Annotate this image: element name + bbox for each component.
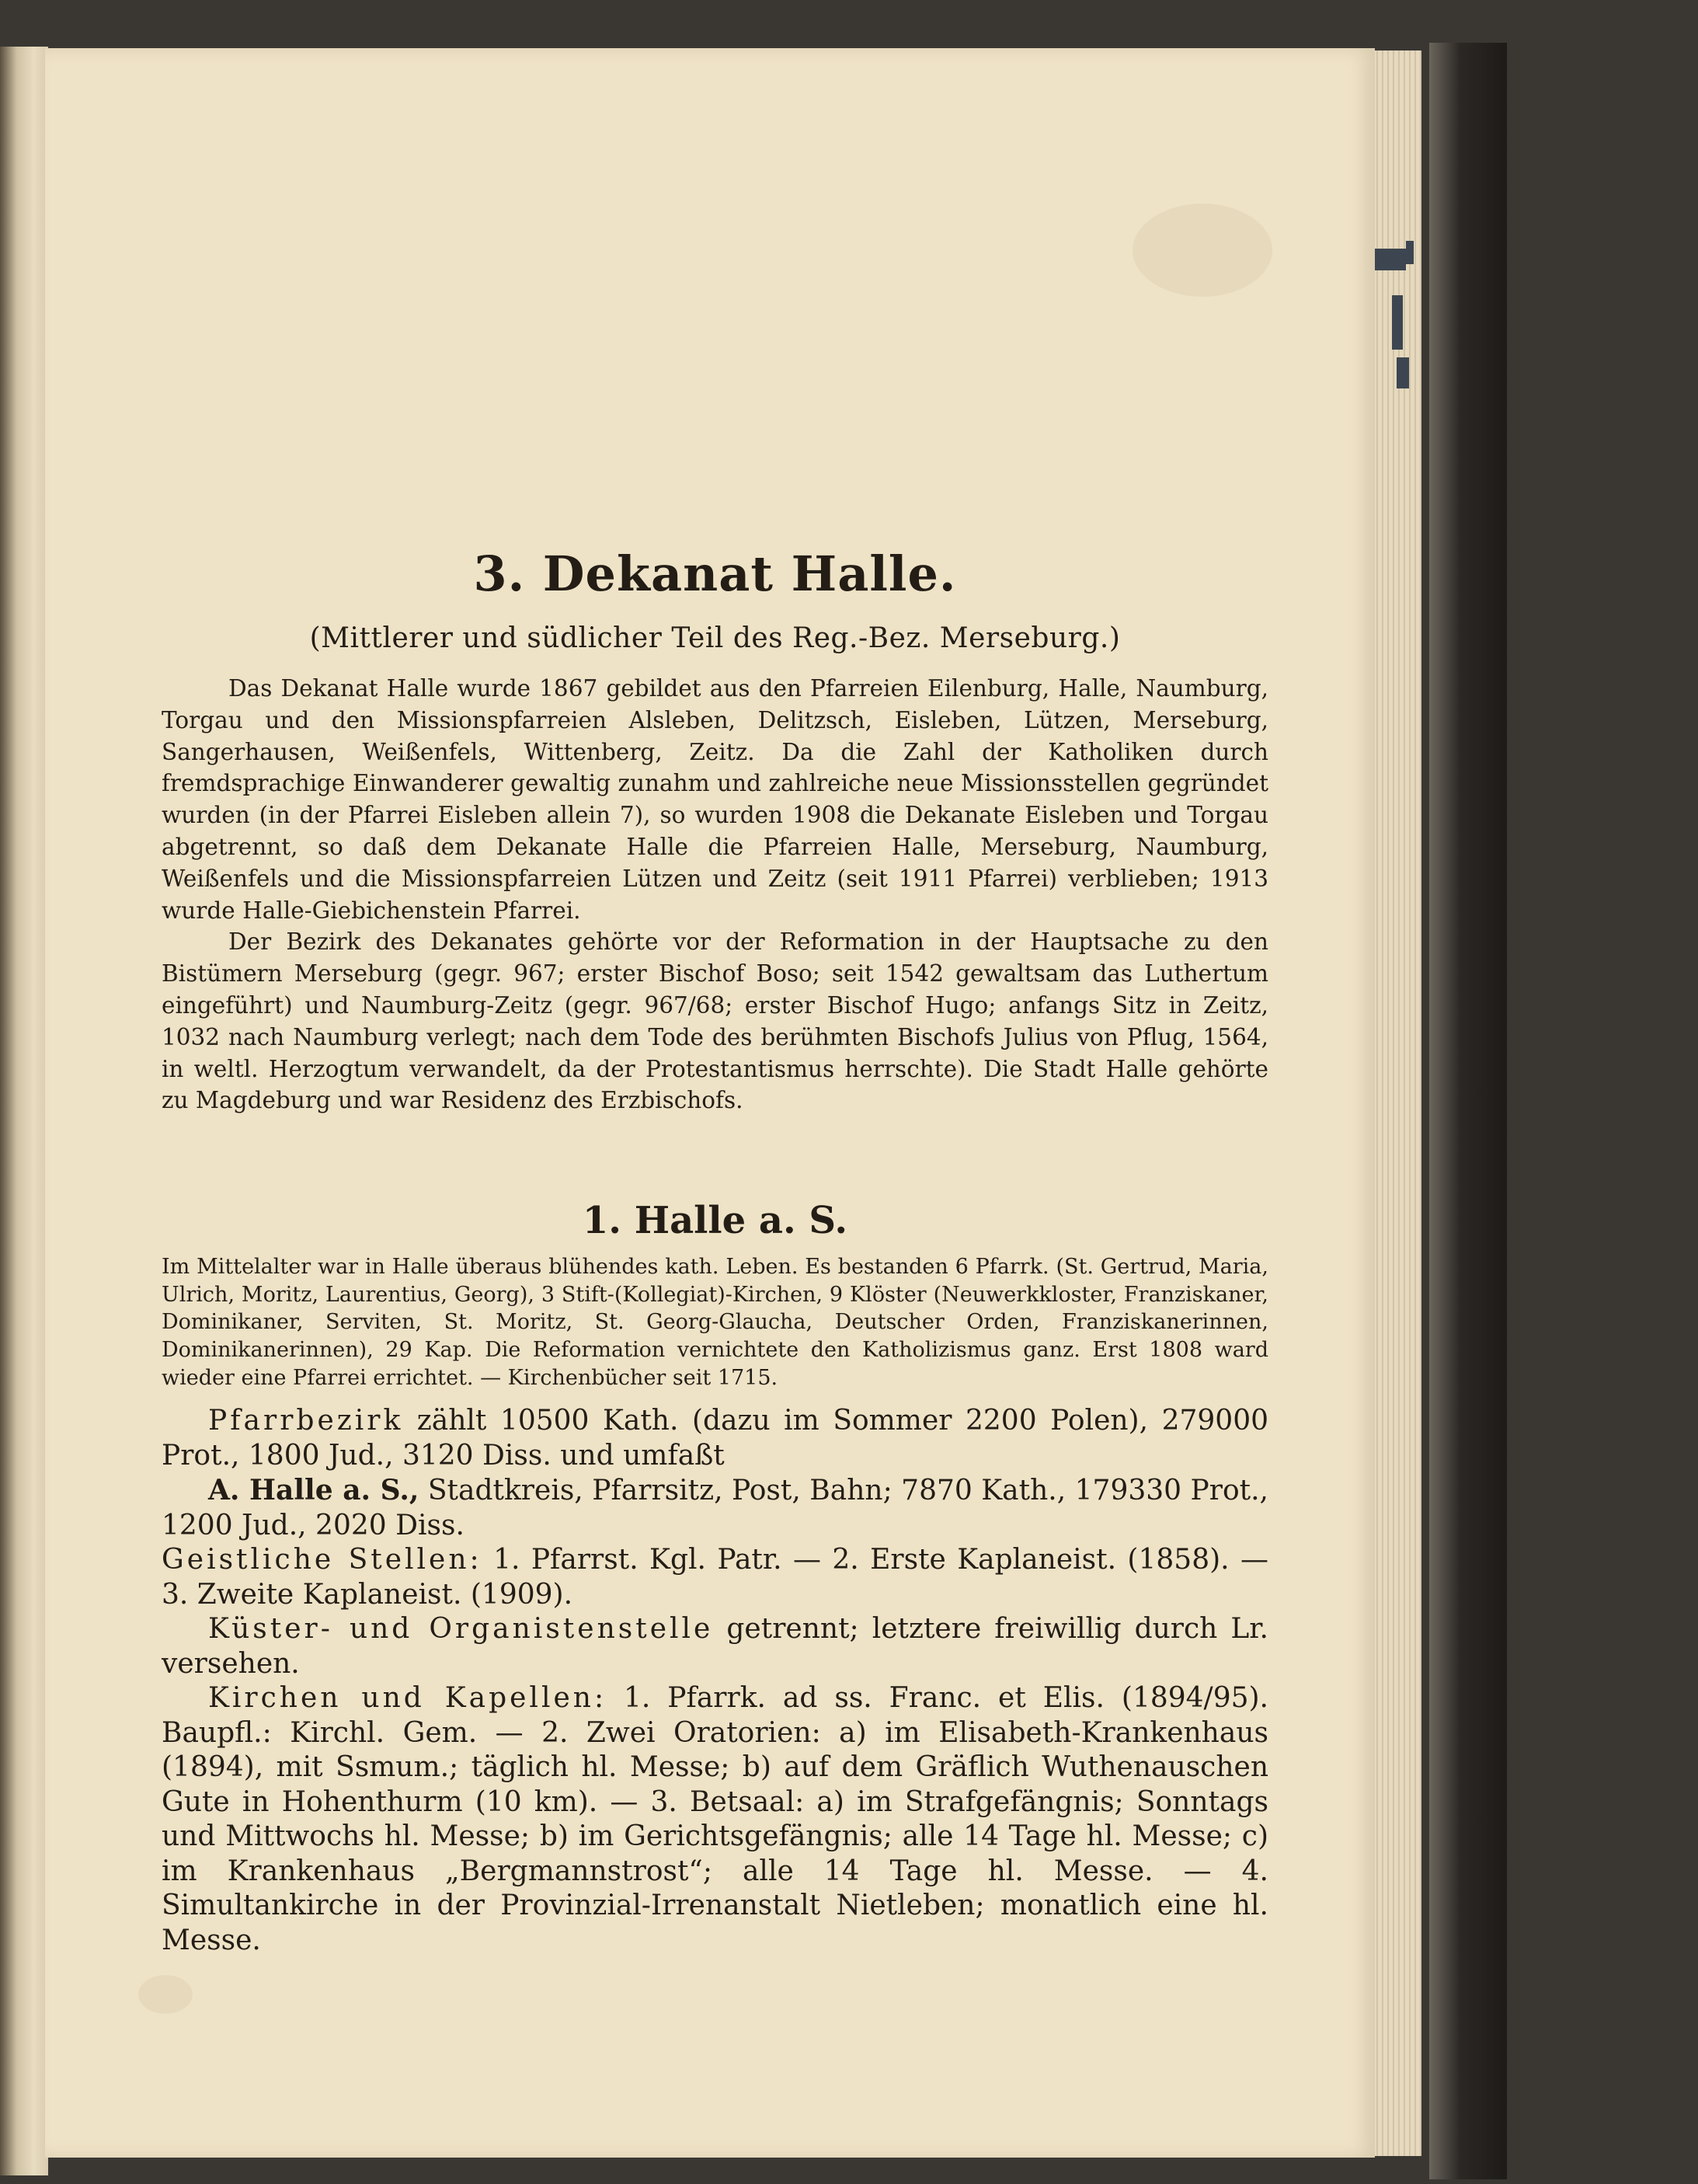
entry-geistliche-stellen [162,1543,1268,1612]
book-page [45,48,1375,2158]
page-subtitle: (Mittlerer und südlicher Teil des Reg.-Bez. Merseburg.) [309,622,1121,654]
page-title: 3. Dekanat Halle. [473,545,957,602]
section-title: 1. Halle a. S. [582,1199,848,1243]
entry-kuester [162,1612,1268,1681]
entry-label: A. Halle a. S., [208,1474,419,1507]
entry-label: Geistliche Stellen: [162,1544,482,1576]
entry-halle [162,1473,1268,1543]
binding-tape-mark [1369,233,1423,396]
intro-paragraph: Das Dekanat Halle wurde 1867 gebildet aus den Pfarreien Eilenburg, Halle, Naumburg, Torgau und den Missionspfarreien Alsleben, Delitzsch, Eisleben, Lützen, Merseburg, Sangerhausen, Weißenfels, Wittenberg, Zeitz. Da die Zahl der Katholiken durch fremdsprachige Einwanderer gewaltig zunahm und zahlreiche neue Missionsstellen gegründet wurden (in der Pfarrei Eisleben allein 7), so wurden 1908 die Dekanate Eisleben und Torgau abgetrennt, so daß dem Dekanate Halle die Pfarreien Halle, Merseburg, Naumburg, Weißenfels und die Missionspfarreien Lützen und Zeitz (seit 1911 Pfarrei) verblieben; 1913 wurde Halle-Giebichenstein Pfarrei. [162,675,1268,924]
left-page-edge [0,47,48,2175]
entry-text: getrennt; letztere freiwillig durch Lr. versehen. [162,1613,1268,1680]
entry-text: 1. Pfarrst. Kgl. Patr. — 2. Erste Kaplaneist. (1858). — 3. Zweite Kaplaneist. (1909). [162,1544,1268,1611]
intro-paragraph: Der Bezirk des Dekanates gehörte vor der Reformation in der Hauptsache zu den Bistümern Merseburg (gegr. 967; erster Bischof Boso; seit 1542 gewaltsam das Luthertum eingeführt) und Naumburg-Zeitz (gegr. 967/68; erster Bischof Hugo; anfangs Sitz in Zeitz, 1032 nach Naumburg verlegt; nach dem Tode des berühmten Bischofs Julius von Pflug, 1564, in weltl. Herzogtum verwandelt, da der Protestantismus herrschte). Die Stadt Halle gehörte zu Magdeburg und war Residenz des Erzbischofs. [162,928,1268,1114]
section-history: Im Mittelalter war in Halle überaus blühendes kath. Leben. Es bestanden 6 Pfarrk. (St. Gertrud, Maria, Ulrich, Moritz, Laurentius, Georg), 3 Stift-(Kollegiat)-Kirchen, 9 Klöster (Neuwerkkloster, Franziskaner, Dominikaner, Serviten, St. Moritz, St. Georg-Glaucha, Deutscher Orden, Franziskanerinnen, Dominikanerinnen), 29 Kap. Die Reformation vernichtete den Katholizismus ganz. Erst 1808 ward wieder eine Pfarrei errichtet. — Kirchenbücher seit 1715. [162,1255,1268,1390]
entry-text: zählt 10500 Kath. (dazu im Sommer 2200 Polen), 279000 Prot., 1800 Jud., 3120 Diss. und umfaßt [162,1405,1268,1472]
entry-kirchen [162,1681,1268,1958]
entry-label: Küster- und Organistenstelle [208,1613,714,1646]
page-content [162,545,1268,1958]
entry-text: 1. Pfarrk. ad ss. Franc. et Elis. (1894/95). Baupfl.: Kirchl. Gem. — 2. Zwei Oratorien: a) im Elisabeth-Krankenhaus (1894), mit Ssmum.; täglich hl. Messe; b) auf dem Gräflich Wuthenauschen Gute in Hohenthurm (10 km). — 3. Betsaal: a) im Strafgefängnis; Sonntags und Mittwochs hl. Messe; b) im Gerichtsgefängnis; alle 14 Tage hl. Messe; c) im Krankenhaus „Bergmannstrost“; alle 14 Tage hl. Messe. — 4. Simultankirche in der Provinzial-Irrenanstalt Nietleben; monatlich eine hl. Messe. [162,1682,1268,1956]
entry-text: Stadtkreis, Pfarrsitz, Post, Bahn; 7870 Kath., 179330 Prot., 1200 Jud., 2020 Diss. [162,1475,1268,1541]
entry-pfarrbezirk [162,1404,1268,1473]
entry-label: Kirchen und Kapellen: [208,1682,607,1715]
book-binding [1429,43,1507,2179]
entry-label: Pfarrbezirk [208,1405,404,1437]
